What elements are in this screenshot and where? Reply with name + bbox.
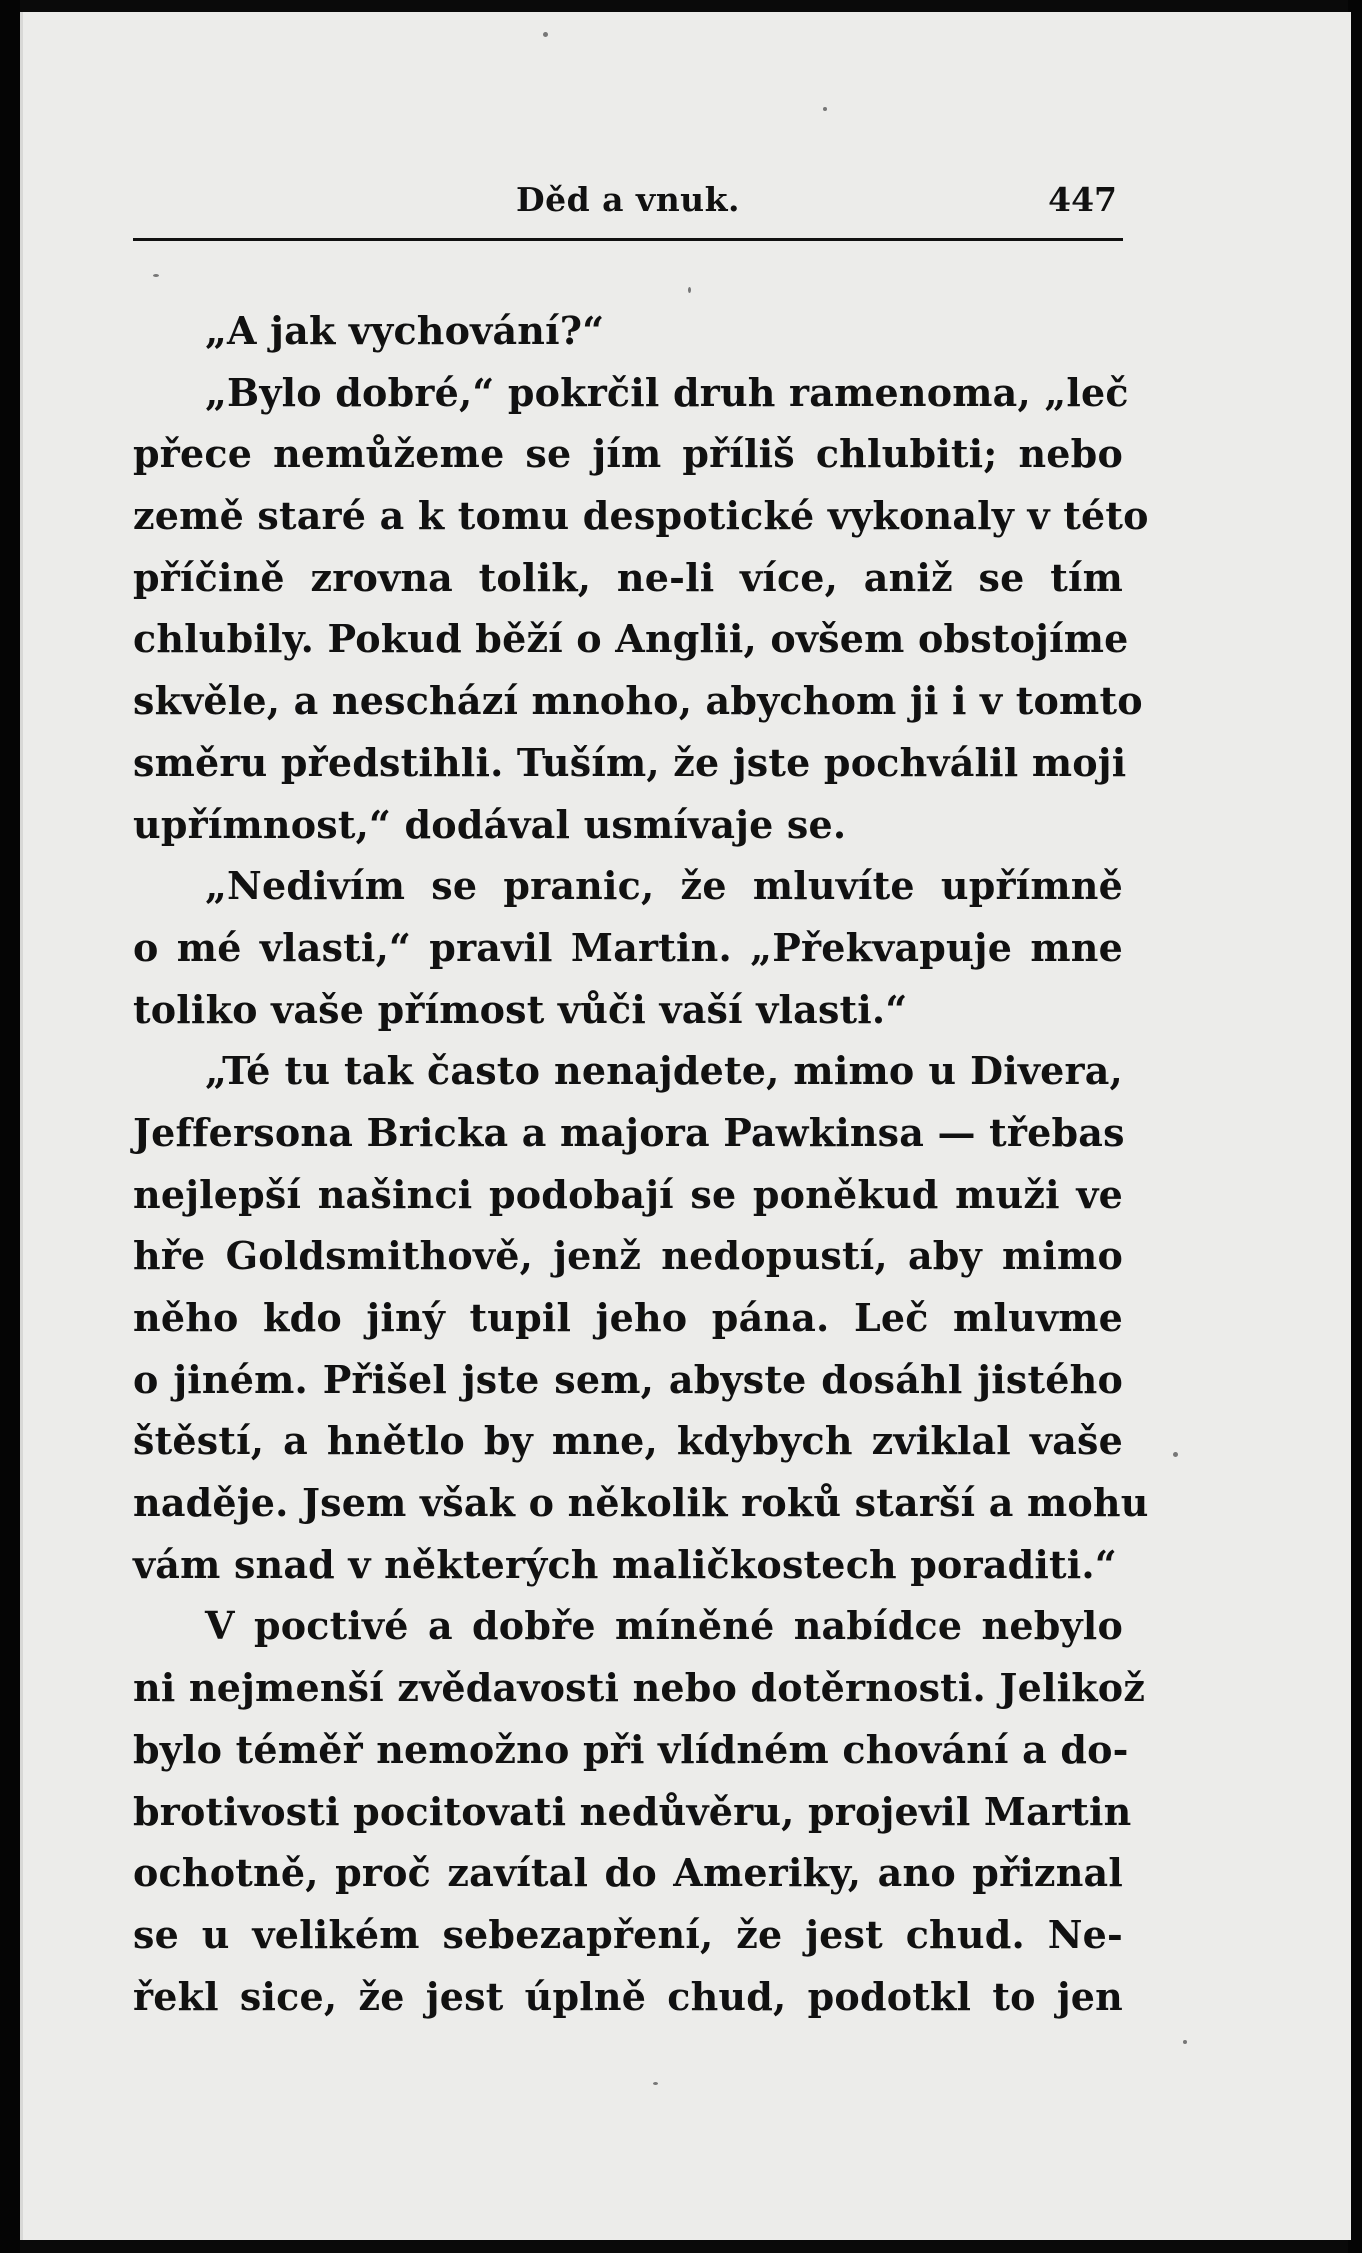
text-line: ochotně, proč zavítal do Ameriky, ano přiznal: [133, 1850, 1123, 1896]
text-line: Jeffersona Bricka a majora Pawkinsa — třebas: [133, 1109, 1125, 1155]
scan-left-edge: [0, 0, 20, 2253]
text-line: skvěle, a neschází mnoho, abychom ji i v tomto: [133, 678, 1143, 724]
text-line: přece nemůžeme se jím příliš chlubiti; nebo: [133, 431, 1123, 477]
text-line: „Nedivím se pranic, že mluvíte upřímně: [205, 863, 1123, 909]
paper-speck: [688, 287, 691, 293]
text-line: bylo téměř nemožno při vlídném chování a do-: [133, 1726, 1129, 1772]
page-number: 447: [1048, 180, 1117, 219]
paper-speck: [1183, 2040, 1187, 2044]
text-line: země staré a k tomu despotické vykonaly v této: [133, 493, 1149, 539]
text-line: „Bylo dobré,“ pokrčil druh ramenoma, „leč: [205, 369, 1129, 415]
text-line: se u velikém sebezapření, že jest chud. Ne-: [133, 1911, 1123, 1957]
text-line: upřímnost,“ dodával usmívaje se.: [133, 801, 847, 847]
text-line: „A jak vychování?“: [205, 308, 605, 353]
paper-speck: [543, 32, 548, 37]
text-line: brotivosti pocitovati nedůvěru, projevil Martin: [133, 1788, 1132, 1834]
text-line: nejlepší našinci podobají se poněkud muži ve: [133, 1171, 1123, 1217]
body-text: [133, 300, 1149, 2027]
paper-speck: [653, 2082, 658, 2085]
text-line: štěstí, a hnětlo by mne, kdybych zviklal vaše: [133, 1418, 1123, 1464]
text-line: něho kdo jiný tupil jeho pána. Leč mluvme: [133, 1295, 1123, 1340]
header-rule: [133, 238, 1123, 241]
paper-speck: [1173, 1452, 1178, 1457]
text-line: hře Goldsmithově, jenž nedopustí, aby mimo: [133, 1233, 1123, 1279]
text-line: „Té tu tak často nenajdete, mimo u Divera,: [205, 1048, 1123, 1094]
text-line: naděje. Jsem však o několik roků starší a mohu: [133, 1480, 1149, 1526]
text-line: příčině zrovna tolik, ne-li více, aniž se tím: [133, 554, 1123, 600]
text-line: o jiném. Přišel jste sem, abyste dosáhl jistého: [133, 1356, 1123, 1402]
text-line: toliko vaše přímost vůči vaší vlasti.“: [133, 986, 908, 1032]
text-line: směru předstihli. Tuším, že jste pochválil moji: [133, 739, 1127, 785]
paper-speck: [823, 107, 827, 111]
running-head: Děd a vnuk.: [515, 180, 741, 219]
text-line: o mé vlasti,“ pravil Martin. „Překvapuje mne: [133, 924, 1123, 970]
text-line: řekl sice, že jest úplně chud, podotkl to jen: [133, 1973, 1123, 2019]
text-line: vám snad v některých maličkostech poraditi.“: [133, 1541, 1117, 1587]
page-header: [135, 180, 1121, 236]
paper-speck: [153, 274, 159, 277]
text-line: V poctivé a dobře míněné nabídce nebylo: [205, 1603, 1123, 1649]
text-line: ni nejmenší zvědavosti nebo dotěrnosti. Jelikož: [133, 1665, 1146, 1711]
text-line: chlubily. Pokud běží o Anglii, ovšem obstojíme: [133, 616, 1129, 662]
